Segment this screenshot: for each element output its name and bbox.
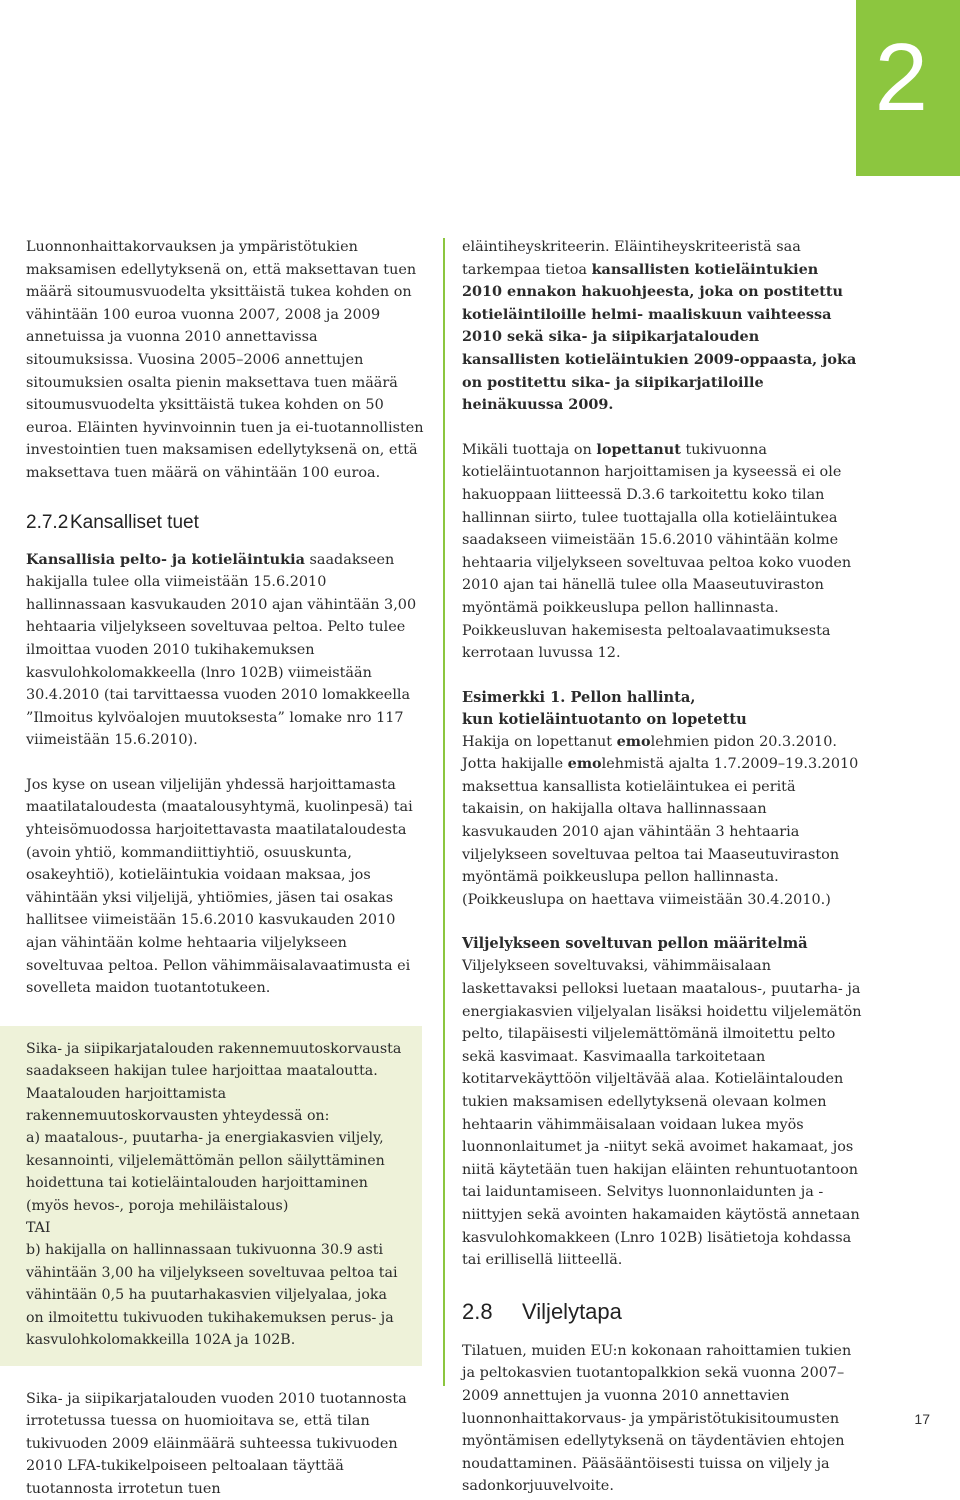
paragraph: Tilatuen, muiden EU:n kokonaan rahoittamien tukien ja peltokasvien tuotantopalkkion sekä vuonna 2007–2009 annettujen ja vuonna 2010 annettavien luonnonhaittakorvaus- ja ympäristötukisitoumusten myöntämisen edellytyksenä on täydentävien ehtojen noudattaminen. Pääsääntöisesti tuissa on viljely ja sadonkorjuuvelvoite.	[462, 1340, 862, 1498]
section-number: 2.7.2	[26, 511, 70, 535]
paragraph-text: eläintiheyskriteerin. Eläintiheyskriteeristä saa tarkempaa tietoa	[462, 239, 801, 278]
box-text: Sika- ja siipikarjatalouden rakennemuutoskorvausta saadakseen hakijan tulee harjoittaa maataloutta. Maatalouden harjoittamista rakennemuutoskorvausten yhteydessä on:	[26, 1038, 406, 1128]
paragraph	[26, 549, 424, 752]
paragraph-text: Mikäli tuottaja on	[462, 442, 596, 458]
box-text: b) hakijalla on hallinnassaan tukivuonna 30.9 asti vähintään 3,00 ha viljelykseen soveltuvaa peltoa tai vähintään 0,5 ha puutarhakasvien viljelyalaa, joka on ilmoitettu tukivuoden tukihakemuksen perus- ja kasvulohkolomakkeilla 102A ja 102B.	[26, 1239, 406, 1351]
example-text-part: Hakija on lopettanut	[462, 734, 617, 750]
bold-term: lopettanut	[596, 441, 680, 458]
info-box	[0, 1026, 422, 1366]
example-title: kun kotieläintuotanto on lopetettu	[462, 709, 862, 731]
paragraph: Luonnonhaittakorvauksen ja ympäristötukien maksamisen edellytyksenä on, että maksettavan tuen määrä sitoumusvuodelta yksittäistä tukea kohden on vähintään 100 euroa vuonna 2007, 2008 ja 2009 annetuissa ja vuonna 2010 annettavissa sitoumuksissa. Vuosina 2005–2006 annettujen sitoumuksien osalta pienin maksettava tuen määrä sitoumusvuodelta yksittäistä tukea kohden on 50 euroa. Eläinten hyvinvoinnin tuen ja ei-tuotannollisten investointien tuen maksamisen edellytyksenä on, että maksettava tuen määrä on vähintään 100 euroa.	[26, 236, 424, 485]
paragraph-text: tukivuonna kotieläintuotannon harjoittamisen ja kyseessä ei ole hakuoppaan liitteessä D.3.6 tarkoitettu koko tilan hallinnan siirto, tulee tuottajalla olla kotieläintukea saadakseen viimeistään 15.6.2010 vähintään kolme hehtaaria viljelykseen soveltuvaa peltoa koko vuoden 2010 ajan tai hänellä tulee olla Maaseutuviraston myöntämä poikkeuslupa pellon hallinnasta. Poikkeusluvan hakemisesta peltoalavaatimuksesta kerrotaan luvussa 12.	[462, 442, 851, 661]
section-heading	[462, 1300, 862, 1324]
definition-block	[462, 933, 862, 1271]
paragraph	[462, 236, 862, 417]
bold-term: emo	[568, 755, 602, 772]
paragraph: Sika- ja siipikarjatalouden vuoden 2010 tuotannosta irrotetussa tuessa on huomioitava se, että tilan tukivuoden 2009 eläinmäärä suhteessa tukivuoden 2010 LFA-tukikelpoiseen peltoalaan täyttää tuotannosta irrotetun tuen	[26, 1388, 424, 1500]
right-column	[462, 236, 862, 1498]
section-title: Kansalliset tuet	[70, 512, 199, 533]
column-divider	[443, 238, 445, 1386]
section-title: Viljelytapa	[522, 1299, 622, 1324]
left-column	[26, 236, 424, 1500]
paragraph: Jos kyse on usean viljelijän yhdessä harjoittamasta maatilataloudesta (maatalousyhtymä, kuolinpesä) tai yhteisömuodossa harjoitettavasta maatilataloudesta (avoin yhtiö, kommandiittiyhtiö, osuuskunta, osakeyhtiö), kotieläintukia voidaan maksaa, jos vähintään yksi viljelijä, yhtiömies, jäsen tai osakas hallitsee viimeistään 15.6.2010 kasvukauden 2010 ajan vähintään kolme hehtaaria viljelykseen soveltuvaa peltoa. Pellon vähimmäisalavaatimusta ei sovelleta maidon tuotantotukeen.	[26, 774, 424, 1000]
paragraph-text: saadakseen hakijalla tulee olla viimeistään 15.6.2010 hallinnassaan kasvukauden 2010 ajan vähintään 3,00 hehtaaria viljelykseen soveltuvaa peltoa. Pelto tulee ilmoittaa vuoden 2010 tukihakemuksen kasvulohkolomakkeella (lnro 102B) viimeistään 30.4.2010 (tai tarvittaessa vuoden 2010 lomakkeella ”Ilmoitus kylvöalojen muutoksesta” lomake nro 117 viimeistään 15.6.2010).	[26, 552, 416, 749]
paragraph	[462, 439, 862, 665]
example-title: Esimerkki 1. Pellon hallinta,	[462, 687, 862, 709]
bold-term: Kansallisia pelto- ja kotieläintukia	[26, 551, 305, 568]
example-block	[462, 687, 862, 912]
definition-text: Viljelykseen soveltuvaksi, vähimmäisalaan laskettavaksi pelloksi luetaan maatalous-, puutarha- ja energiakasvien viljelyalan lisäksi hoidettu viljelemätön pelto, tilapäisesti viljelemättömänä ilmoitettu pelto sekä kasvimaat. Kasvimaalla tarkoitetaan kotitarvekäyttöön viljeltävää alaa. Kotieläintalouden tukien maksamisen edellytyksenä olevaan kolmen hehtaarin vähimmäisalaan voidaan lukea myös luonnonlaitumet ja -niityt sekä avoimet hakamaat, jos niitä käytetään tuen hakijan eläinten rehuntuotantoon tai laiduntamiseen. Selvitys luonnonlaidunten ja -niittyjen sekä avointen hakamaiden käytöstä annetaan kasvulohkomakkeen (Lnro 102B) lisätietoja kohdassa tai erillisellä liitteellä.	[462, 955, 862, 1271]
box-text: a) maatalous-, puutarha- ja energiakasvien viljely, kesannointi, viljelemättömän pellon säilyttäminen hoidettuna tai kotieläintalouden harjoittaminen (myös hevos-, poroja mehiläistalous)	[26, 1127, 406, 1217]
example-text-part: lehmien pidon 20.3.2010. Jotta hakijalle	[462, 734, 837, 773]
page-number: 17	[914, 1411, 930, 1427]
section-number: 2.8	[462, 1300, 522, 1324]
example-text	[462, 731, 862, 912]
box-text: TAI	[26, 1217, 406, 1239]
definition-title: Viljelykseen soveltuvan pellon määritelmä	[462, 933, 862, 955]
bold-term: kansallisten kotieläintukien 2010 ennakon hakuohjeesta, joka on postitettu kotieläintiloille helmi- maaliskuun vaihteessa 2010 sekä sika- ja siipikarjatalouden kansallisten kotieläintukien 2009-oppaasta, joka on postitettu sika- ja siipikarjatiloille heinäkuussa 2009.	[462, 261, 856, 414]
section-heading	[26, 511, 424, 535]
chapter-number: 2	[875, 30, 928, 126]
example-text-part: lehmistä ajalta 1.7.2009–19.3.2010 maksettua kansallista kotieläintukea ei peritä takaisin, on hakijalla oltava hallinnassaan kasvukauden 2010 ajan vähintään 3 hehtaaria viljelykseen soveltuvaa peltoa tai Maaseutuviraston myöntämä poikkeuslupa pellon hallinnasta. (Poikkeuslupa on haettava viimeistään 30.4.2010.)	[462, 756, 858, 908]
chapter-tab	[856, 0, 960, 176]
bold-term: emo	[617, 733, 651, 750]
